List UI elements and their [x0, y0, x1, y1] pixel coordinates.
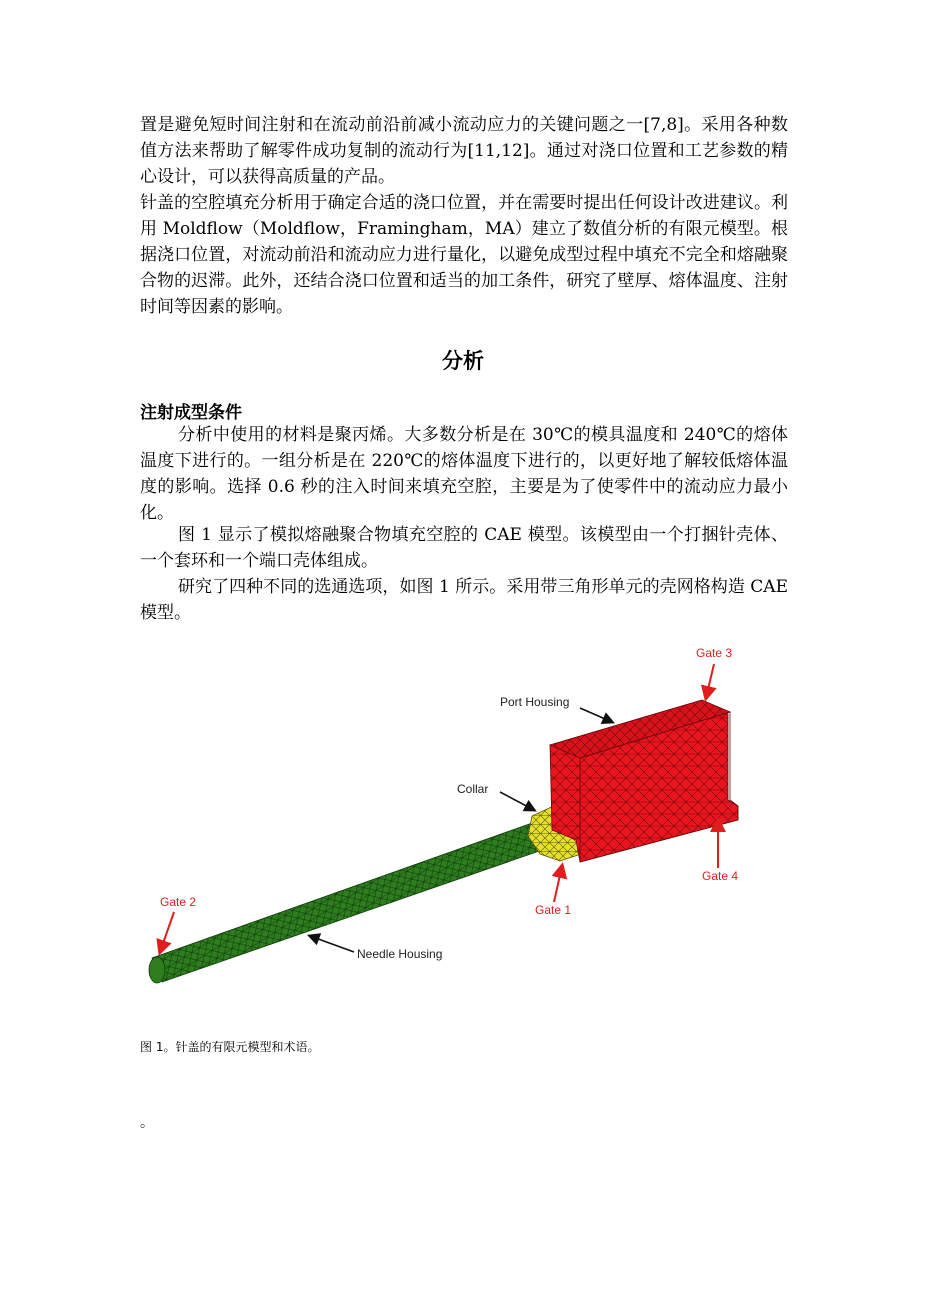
label-gate-1: Gate 1 [535, 903, 572, 917]
figure-caption: 图 1。针盖的有限元模型和术语。 [140, 1040, 320, 1054]
arrow-gate-2 [160, 912, 174, 952]
arrow-gate-1 [554, 866, 562, 902]
section-heading-analysis: 分析 [442, 348, 484, 373]
trailing-punctuation: 。 [140, 1115, 154, 1131]
label-gate-2: Gate 2 [160, 895, 197, 909]
arrow-collar [500, 792, 534, 810]
arrow-port-housing [580, 708, 612, 722]
subsection-heading-injection-conditions: 注射成型条件 [140, 403, 242, 423]
figure-fe-model [140, 640, 788, 1000]
label-needle-housing: Needle Housing [357, 947, 443, 961]
label-port-housing: Port Housing [500, 695, 570, 709]
paragraph-cavity-fill-analysis: 针盖的空腔填充分析用于确定合适的浇口位置，并在需要时提出任何设计改进建议。利用 Moldflow（Moldflow，Framingham，MA）建立了数值分析的有限元模型。根据浇口位置，对流动前沿和流动应力进行量化，以避免成型过程中填充不完全和熔融聚合物的迟滞。此外，还结合浇口位置和适当的加工条件，研究了壁厚、熔体温度、注射时间等因素的影响。 [140, 193, 788, 317]
port-housing-part [550, 700, 738, 862]
needle-housing-part [149, 822, 548, 983]
paragraph-cae-model: 图 1 显示了模拟熔融聚合物填充空腔的 CAE 模型。该模型由一个打捆针壳体、一个套环和一个端口壳体组成。 [140, 525, 788, 571]
arrow-needle-housing [310, 936, 354, 952]
paragraph-materials: 分析中使用的材料是聚丙烯。大多数分析是在 30℃的模具温度和 240℃的熔体温度下进行的。一组分析是在 220℃的熔体温度下进行的，以更好地了解较低熔体温度的影响。选择 0.6 秒的注入时间来填充空腔，主要是为了使零件中的流动应力最小化。 [140, 425, 788, 523]
label-collar: Collar [457, 782, 489, 796]
fe-model-illustration [140, 640, 788, 1000]
paragraph-gating-options: 研究了四种不同的选通选项，如图 1 所示。采用带三角形单元的壳网格构造 CAE 模型。 [140, 577, 788, 623]
arrow-gate-3 [706, 664, 714, 698]
paragraph-intro-continued: 置是避免短时间注射和在流动前沿前减小流动应力的关键问题之一[7,8]。采用各种数值方法来帮助了解零件成功复制的流动行为[11,12]。通过对浇口位置和工艺参数的精心设计，可以获得高质量的产品。 [140, 115, 788, 187]
label-gate-4: Gate 4 [702, 869, 739, 883]
label-gate-3: Gate 3 [696, 646, 733, 660]
